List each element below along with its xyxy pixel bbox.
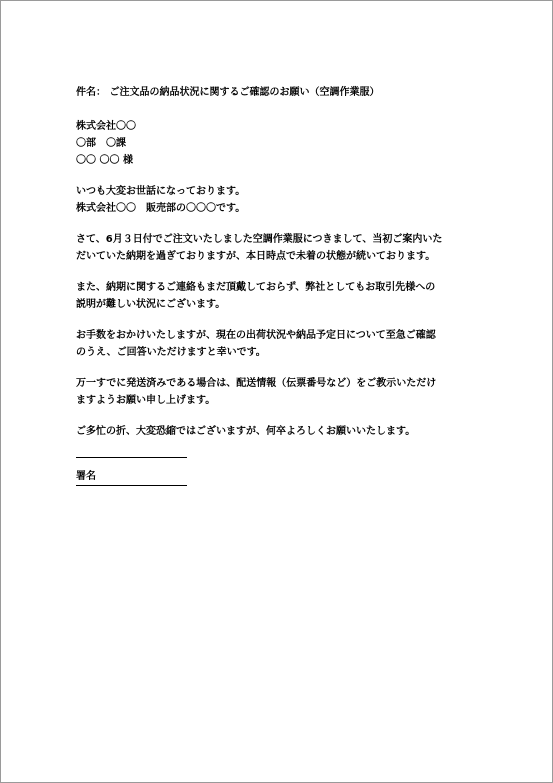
paragraph xyxy=(76,375,496,409)
paragraph xyxy=(76,423,496,440)
signature-label: 署名 xyxy=(76,471,96,482)
paragraph-line: のうえ、ご回答いただけますと幸いです。 xyxy=(76,347,266,358)
paragraph-line: ますようお願い申し上げます。 xyxy=(76,395,216,406)
paragraph-line: お手数をおかけいたしますが、現在の出荷状況や納品予定日について至急ご確認 xyxy=(76,330,436,341)
paragraph-line: 説明が難しい状況にございます。 xyxy=(76,299,226,310)
paragraph-line: また、納期に関するご連絡もまだ頂戴しておらず、弊社としてもお取引先様への xyxy=(76,282,436,293)
greeting-block xyxy=(76,183,496,217)
recipient-department: 〇部 〇課 xyxy=(76,138,126,149)
greeting-line: いつも大変お世話になっております。 xyxy=(76,186,246,197)
paragraph xyxy=(76,327,496,361)
recipient-block xyxy=(76,118,496,169)
paragraph-line: さて、6月３日付でご注文いたしました空調作業服につきまして、当初ご案内いた xyxy=(76,234,443,245)
recipient-company: 株式会社〇〇 xyxy=(76,121,136,132)
recipient-name: 〇〇 〇〇 様 xyxy=(76,155,133,166)
signature-rule-bottom xyxy=(76,485,187,486)
paragraph-line: ご多忙の折、大変恐縮ではございますが、何卒よろしくお願いいたします。 xyxy=(76,426,416,437)
signature-block xyxy=(76,457,496,486)
greeting-line: 株式会社〇〇 販売部の〇〇〇です。 xyxy=(76,203,246,214)
paragraph xyxy=(76,231,496,265)
subject-line: 件名： ご注文品の納品状況に関するご確認のお願い（空調作業服） xyxy=(76,87,380,98)
paragraph-line: 万一すでに発送済みである場合は、配送情報（伝票番号など）をご教示いただけ xyxy=(76,378,437,389)
letter-body xyxy=(76,84,496,486)
paragraph-line: だいていた納期を過ぎておりますが、本日時点で未着の状態が続いております。 xyxy=(76,251,436,262)
paragraph xyxy=(76,279,496,313)
